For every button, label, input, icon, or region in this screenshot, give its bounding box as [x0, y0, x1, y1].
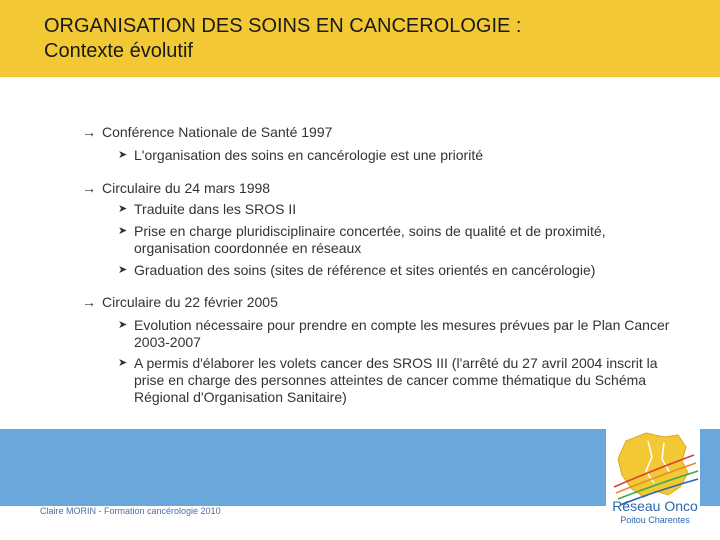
arrowhead-icon: ➤ — [118, 149, 128, 161]
arrowhead-icon: ➤ — [118, 319, 128, 331]
sub-bullet-text: Traduite dans les SROS II — [134, 201, 297, 217]
arrow-right-icon: → — [82, 294, 96, 310]
sub-bullet — [118, 262, 678, 279]
sub-bullet — [118, 317, 678, 351]
sub-bullet — [118, 201, 678, 218]
logo-region: Poitou Charentes — [620, 515, 690, 525]
bullet-label: Circulaire du 22 février 2005 — [102, 294, 278, 310]
bullet-conference-1997 — [82, 124, 332, 141]
slide-title-line1: ORGANISATION DES SOINS EN CANCEROLOGIE : — [44, 15, 522, 37]
sub-bullet-text: Evolution nécessaire pour prendre en compte les mesures prévues par le Plan Cancer 2003-2007 — [134, 317, 670, 350]
arrowhead-icon: ➤ — [118, 264, 128, 276]
bullet-circulaire-2005 — [82, 294, 278, 311]
title-bar — [0, 0, 720, 77]
sub-bullet-text: A permis d'élaborer les volets cancer des SROS III (l'arrêté du 27 avril 2004 inscrit la prise en charge des personnes atteintes de cancer comme thématique du Schéma Régional d'Organisation Sanitaire) — [134, 355, 658, 405]
arrow-right-icon: → — [82, 124, 96, 140]
arrowhead-icon: ➤ — [118, 225, 128, 237]
sub-bullet — [118, 355, 678, 406]
sub-bullet — [118, 147, 678, 164]
sub-bullet — [118, 223, 678, 257]
arrowhead-icon: ➤ — [118, 357, 128, 369]
slide-title — [44, 14, 522, 64]
sub-bullet-text: Prise en charge pluridisciplinaire concertée, soins de qualité et de proximité, organisation coordonnée en réseaux — [134, 223, 606, 256]
footer-author: Claire MORIN - Formation cancérologie 2010 — [40, 506, 221, 516]
bullet-circulaire-1998 — [82, 180, 270, 197]
slide-title-line2: Contexte évolutif — [44, 40, 193, 62]
sub-bullet-text: L'organisation des soins en cancérologie est une priorité — [134, 147, 484, 163]
logo-name: Réseau Onco — [612, 498, 698, 514]
bullet-label: Circulaire du 24 mars 1998 — [102, 180, 271, 196]
sub-bullet-text: Graduation des soins (sites de référence et sites orientés en cancérologie) — [134, 262, 596, 278]
bullet-label: Conférence Nationale de Santé 1997 — [102, 124, 333, 140]
arrowhead-icon: ➤ — [118, 203, 128, 215]
arrow-right-icon: → — [82, 180, 96, 196]
